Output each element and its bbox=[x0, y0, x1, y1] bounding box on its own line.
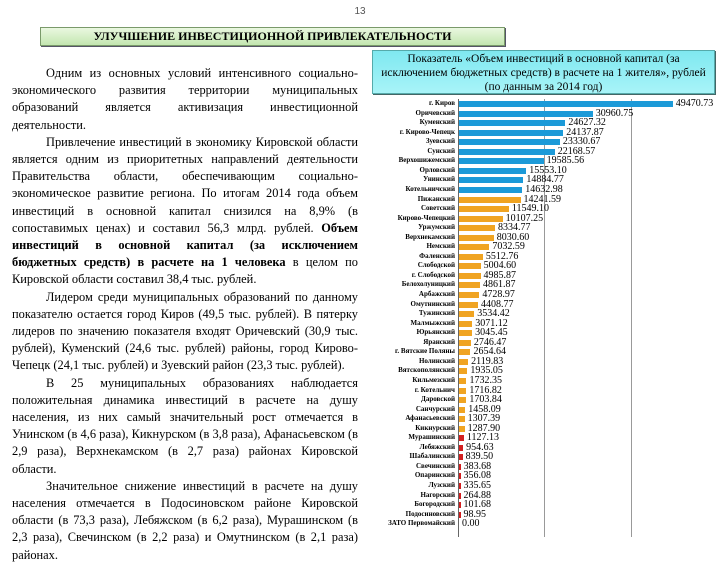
chart-row bbox=[370, 471, 720, 481]
section-title-banner: УЛУЧШЕНИЕ ИНВЕСТИЦИОННОЙ ПРИВЛЕКАТЕЛЬНОСТИ bbox=[40, 27, 505, 46]
value-label: 10107.25 bbox=[505, 212, 544, 224]
value-label: 4408.77 bbox=[481, 298, 514, 310]
bar bbox=[459, 321, 472, 327]
value-label: 24137.87 bbox=[566, 126, 604, 138]
bar bbox=[459, 168, 526, 174]
chart-row bbox=[370, 452, 720, 462]
category-label: Нолинский bbox=[418, 356, 455, 365]
bar bbox=[459, 445, 463, 451]
value-label: 8334.77 bbox=[498, 222, 531, 234]
category-label: г. Котельнич bbox=[414, 385, 455, 394]
bar bbox=[459, 197, 521, 203]
bar bbox=[459, 397, 466, 403]
category-label: Зуевский bbox=[425, 137, 455, 146]
bar bbox=[459, 235, 494, 241]
category-label: Опаринский bbox=[414, 471, 455, 480]
category-label: Тужинский bbox=[418, 309, 455, 318]
chart-row bbox=[370, 252, 720, 262]
category-label: ЗАТО Первомайский bbox=[388, 519, 455, 528]
value-label: 1458.09 bbox=[468, 403, 501, 415]
category-label: Кикнурский bbox=[415, 423, 455, 432]
category-label: Куменский bbox=[419, 118, 455, 127]
bar bbox=[459, 254, 483, 260]
page-number: 13 bbox=[354, 6, 366, 17]
value-label: 5512.76 bbox=[485, 250, 519, 262]
bar bbox=[459, 502, 461, 508]
category-label: Верхнекамский bbox=[405, 232, 455, 241]
bar bbox=[459, 149, 555, 155]
chart-row bbox=[370, 386, 720, 396]
value-label: 8030.60 bbox=[496, 231, 530, 243]
category-label: Афанасьевский bbox=[405, 414, 455, 423]
category-label: Кильмезский bbox=[412, 375, 455, 384]
bar bbox=[459, 416, 465, 422]
value-label: 4861.87 bbox=[483, 279, 516, 291]
chart-row bbox=[370, 395, 720, 405]
category-label: г. Кирово-Чепецк bbox=[399, 127, 455, 136]
bar bbox=[459, 273, 481, 279]
value-label: 23330.67 bbox=[562, 136, 601, 148]
chart-row bbox=[370, 491, 720, 501]
value-label: 7032.59 bbox=[492, 241, 525, 253]
bar bbox=[459, 426, 465, 432]
chart-row bbox=[370, 204, 720, 214]
value-label: 15553.10 bbox=[529, 164, 567, 176]
bar bbox=[459, 454, 463, 460]
category-label: г. Слободской bbox=[411, 270, 455, 279]
value-label: 98.95 bbox=[463, 508, 486, 520]
value-label: 49470.73 bbox=[675, 98, 714, 109]
chart-row bbox=[370, 319, 720, 329]
bar bbox=[459, 158, 544, 164]
category-label: Слободской bbox=[417, 261, 455, 270]
value-label: 2746.47 bbox=[473, 336, 507, 348]
category-label: Немский bbox=[426, 242, 455, 251]
category-label: Омутнинский bbox=[410, 299, 455, 308]
chart-row bbox=[370, 328, 720, 338]
value-label: 5004.60 bbox=[483, 260, 517, 272]
category-label: Нагорский bbox=[420, 490, 455, 499]
category-label: г. Вятские Поляны bbox=[395, 347, 455, 356]
category-label: Котельничский bbox=[405, 184, 455, 193]
category-label: Лузский bbox=[428, 481, 455, 489]
chart-row bbox=[370, 242, 720, 252]
chart-row bbox=[370, 510, 720, 520]
bar bbox=[459, 244, 489, 250]
value-label: 11549.10 bbox=[511, 203, 550, 215]
bar-chart bbox=[370, 99, 720, 537]
value-label: 1127.13 bbox=[466, 432, 499, 444]
chart-row bbox=[370, 99, 720, 109]
chart-row bbox=[370, 500, 720, 510]
value-label: 4728.97 bbox=[482, 289, 515, 300]
chart-row bbox=[370, 271, 720, 281]
category-label: Советский bbox=[421, 204, 455, 213]
chart-row bbox=[370, 300, 720, 310]
bar bbox=[459, 368, 467, 374]
value-label: 0.00 bbox=[462, 518, 480, 530]
bar bbox=[459, 139, 560, 145]
value-label: 3045.45 bbox=[475, 327, 508, 339]
chart-row bbox=[370, 405, 720, 415]
paragraph-2 bbox=[12, 134, 358, 289]
paragraph-2-end: в целом по Кировской области составил 38,4 тыс. рублей. bbox=[12, 255, 358, 287]
value-label: 30960.75 bbox=[595, 107, 634, 119]
category-label: Белохолуницкий bbox=[401, 280, 455, 289]
category-label: Оричевский bbox=[415, 108, 455, 117]
chart-row bbox=[370, 424, 720, 434]
category-label: Мурашинский bbox=[408, 433, 455, 442]
value-label: 839.50 bbox=[465, 451, 494, 463]
bar bbox=[459, 177, 523, 183]
chart-row bbox=[370, 376, 720, 386]
category-label: Фаленский bbox=[419, 251, 455, 260]
value-label: 356.08 bbox=[463, 470, 492, 482]
paragraph-3: Лидером среди муниципальных образований по данному показателю остается город Киров (49,5 тыс. рублей). В пятерку лидеров по значению показателя входят Оричевский (30,9 тыс. рублей), Куменский (24,6 тыс. рублей) районы, город Кирово-Чепецк (24,1 тыс. рублей) и Зуевский район (23,3 тыс. рублей). bbox=[12, 289, 358, 373]
chart-row bbox=[370, 443, 720, 453]
bar bbox=[459, 407, 465, 413]
chart-row bbox=[370, 366, 720, 376]
chart-row bbox=[370, 223, 720, 233]
bar bbox=[459, 378, 466, 384]
chart-row bbox=[370, 290, 720, 300]
paragraph-5: Значительное снижение инвестиций в расчете на душу населения отмечается в Подосиновском районе Кировской области (в 73,3 раза), Лебяжском (в 6,2 раза), Мурашинском (в 2,3 раза), Свечинском (в 2,2 раза) и Омутнинском (в 2,1 раза) районах. bbox=[12, 478, 358, 562]
category-label: Свечинский bbox=[416, 461, 455, 470]
body-text bbox=[12, 65, 358, 564]
bar bbox=[459, 473, 461, 479]
bar bbox=[459, 512, 461, 518]
chart-row bbox=[370, 357, 720, 367]
bar bbox=[459, 292, 479, 298]
value-label: 4985.87 bbox=[483, 269, 517, 281]
bar bbox=[459, 483, 461, 489]
bar bbox=[459, 359, 468, 365]
bar bbox=[459, 263, 481, 269]
category-label: Сунский bbox=[427, 146, 455, 155]
bar bbox=[459, 225, 495, 231]
bar bbox=[459, 101, 673, 107]
paragraph-2-start: Привлечение инвестиций в экономику Кировской области является одним из приоритетных направлений деятельности Правительства области, обеспечивающим социально-экономическое развитие региона. По итогам 2014 года объем инвестиций в основной капитал снизился на 8,9% (в сопоставимых ценах) и составил 56,3 млрд. рублей. bbox=[12, 134, 358, 235]
category-label: Подосиновский bbox=[405, 509, 455, 518]
category-label: Юрьянский bbox=[416, 328, 455, 337]
category-label: г. Киров bbox=[429, 99, 455, 107]
chart-row bbox=[370, 128, 720, 138]
value-label: 24627.32 bbox=[568, 117, 606, 129]
bar bbox=[459, 330, 472, 336]
category-label: Санчурский bbox=[415, 404, 455, 413]
category-label: Кирово-Чепецкий bbox=[397, 213, 455, 222]
category-label: Уржумский bbox=[418, 223, 455, 232]
bar bbox=[459, 216, 503, 222]
bar bbox=[459, 388, 466, 394]
category-label: Верхошижемский bbox=[398, 156, 455, 165]
value-label: 14632.98 bbox=[525, 183, 563, 195]
category-label: Арбажский bbox=[418, 290, 455, 298]
category-label: Шабалинский bbox=[409, 452, 455, 461]
chart-row bbox=[370, 433, 720, 443]
category-label: Лебяжский bbox=[419, 442, 455, 451]
bar bbox=[459, 493, 461, 499]
bar bbox=[459, 435, 464, 441]
value-label: 101.68 bbox=[463, 499, 491, 511]
category-label: Богородский bbox=[414, 500, 455, 509]
category-label: Орловский bbox=[419, 165, 455, 174]
value-label: 1287.90 bbox=[467, 422, 501, 434]
chart-row bbox=[370, 338, 720, 348]
value-label: 2119.83 bbox=[471, 355, 504, 367]
chart-row bbox=[370, 280, 720, 290]
bar bbox=[459, 130, 563, 136]
value-label: 383.68 bbox=[463, 460, 492, 472]
chart-row bbox=[370, 233, 720, 243]
category-label: Вятскополянский bbox=[398, 366, 455, 375]
value-label: 2654.64 bbox=[473, 346, 506, 358]
bar bbox=[459, 340, 471, 346]
category-label: Унинский bbox=[423, 175, 455, 184]
chart-row bbox=[370, 462, 720, 472]
value-label: 1716.82 bbox=[469, 384, 502, 396]
chart-row bbox=[370, 214, 720, 224]
value-label: 1307.39 bbox=[467, 413, 501, 425]
chart-row bbox=[370, 347, 720, 357]
value-label: 19585.56 bbox=[546, 155, 585, 167]
bar bbox=[459, 282, 480, 288]
chart-row bbox=[370, 481, 720, 491]
bar bbox=[459, 349, 470, 355]
category-label: Пижанский bbox=[417, 194, 455, 203]
chart-row bbox=[370, 137, 720, 147]
chart-row bbox=[370, 309, 720, 319]
bar bbox=[459, 187, 522, 193]
bar bbox=[459, 311, 474, 317]
paragraph-4: В 25 муниципальных образованиях наблюдается положительная динамика инвестиций в расчете на душу населения, из них самый значительный рост отмечается в Унинском (в 4,6 раза), Кикнурском (в 3,8 раза), Афанасьевском (в 2,9 раза), Верхнекамском (в 2,7 раза) районах Кировской области. bbox=[12, 375, 358, 476]
bar bbox=[459, 206, 509, 212]
value-label: 264.88 bbox=[463, 489, 491, 501]
paragraph-2-bold: Объем инвестиций в основной капитал (за исключением бюджетных средств) в расчете на 1 человека bbox=[12, 220, 358, 270]
value-label: 335.65 bbox=[463, 480, 491, 491]
value-label: 3071.12 bbox=[475, 317, 508, 329]
chart-row bbox=[370, 118, 720, 128]
category-label: Яранский bbox=[423, 337, 455, 346]
value-label: 14884.77 bbox=[526, 174, 564, 186]
bar bbox=[459, 302, 478, 308]
value-label: 22168.57 bbox=[557, 145, 596, 157]
paragraph-1: Одним из основных условий интенсивного социально-экономического развития территории муниципальных образований является активизация инвестиционной деятельности. bbox=[12, 66, 358, 132]
category-label: Малмыжский bbox=[410, 318, 455, 327]
value-label: 954.63 bbox=[466, 441, 494, 453]
bar bbox=[459, 111, 593, 117]
value-label: 1732.35 bbox=[469, 374, 502, 386]
bar bbox=[459, 120, 565, 126]
chart-row bbox=[370, 109, 720, 119]
value-label: 1935.05 bbox=[470, 365, 503, 377]
chart-row bbox=[370, 414, 720, 424]
chart-title: Показатель «Объем инвестиций в основной капитал (за исключением бюджетных средств) в расчете на 1 жителя», рублей (по данным за 2014 год) bbox=[372, 50, 715, 94]
bar bbox=[459, 464, 461, 470]
chart-row bbox=[370, 261, 720, 271]
value-label: 3534.42 bbox=[477, 308, 510, 320]
chart-row bbox=[370, 147, 720, 157]
value-label: 1703.84 bbox=[469, 394, 502, 406]
category-label: Даровской bbox=[421, 395, 455, 404]
chart-row bbox=[370, 519, 720, 529]
value-label: 14241.59 bbox=[523, 193, 562, 205]
